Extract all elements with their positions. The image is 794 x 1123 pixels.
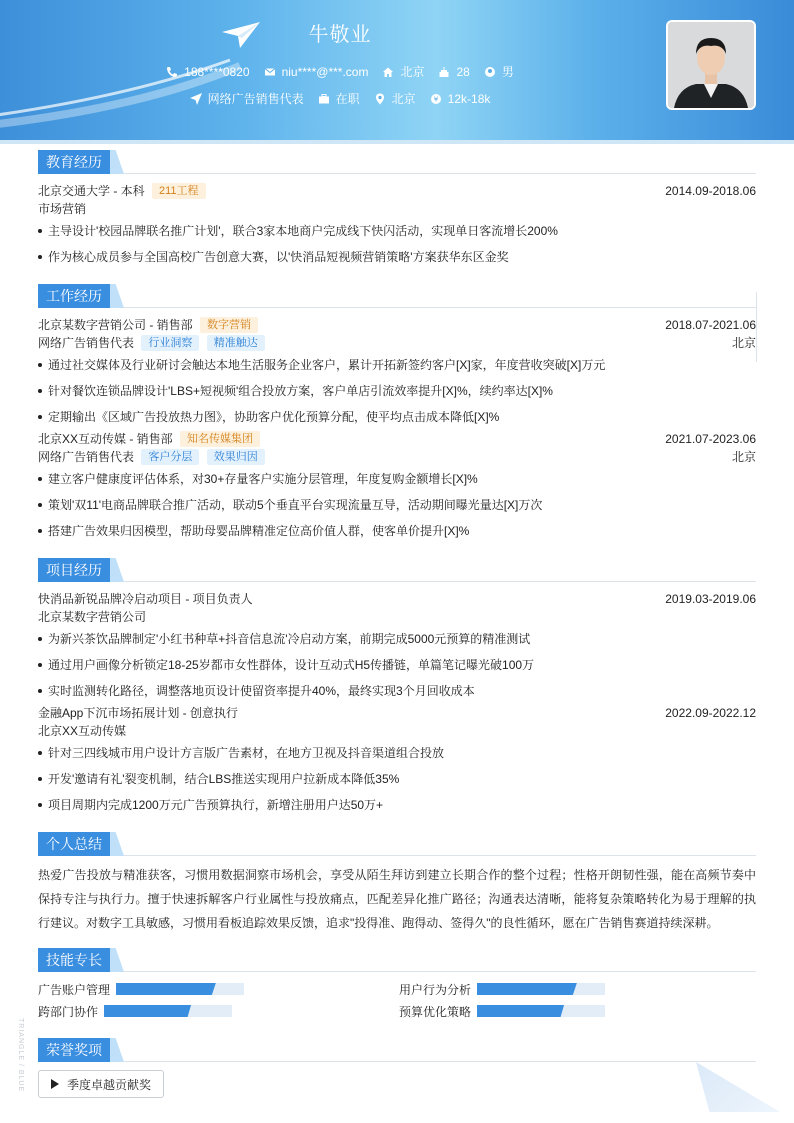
candidate-name: 牛敬业 [308,24,372,46]
section-title: 教育经历 [38,150,110,174]
skill-name: 跨部门协作 [38,1004,99,1019]
home-icon [382,66,394,78]
major: 市场营销 [38,202,87,216]
avatar-portrait [668,22,754,108]
list-item: 项目周期内完成1200万元广告预算执行，新增注册用户达50万+ [38,792,756,818]
project-name-role: 金融App下沉市场拓展计划 - 创意执行 [38,706,239,720]
salary-item [430,90,491,107]
job-city: 北京 [731,450,756,464]
title-tail-decoration [110,1038,124,1062]
skill-name: 用户行为分析 [399,982,472,997]
age: 28 [456,64,470,79]
phone-item [166,63,249,80]
svg-text:¥: ¥ [433,95,438,104]
job-entry-header [38,430,756,448]
gender-icon [484,66,496,78]
job-intention-row [0,90,680,107]
divider [756,292,757,362]
email-item [264,63,369,80]
section-title: 荣誉奖项 [38,1038,110,1062]
skill-level-fill [116,983,216,995]
list-item: 开发'邀请有礼'裂变机制，结合LBS推送实现用户拉新成本降低35% [38,766,756,792]
title-tail-decoration [110,948,124,972]
skill-item [399,1002,605,1020]
projects-section-header [38,558,756,582]
email-address: niu****@***.com [281,64,369,79]
target-position: 网络广告销售代表 [207,92,304,106]
school-degree: 北京交通大学 - 本科 [38,184,145,198]
job-role-row [38,334,756,352]
awards-section [38,1038,756,1098]
title-tail-decoration [110,832,124,856]
list-item: 搭建广告效果归因模型，帮助母婴品牌精准定位高价值人群，使客单价提升[X]% [38,518,756,544]
company-department: 北京XX互动传媒 - 销售部 [38,432,173,446]
skill-tag: 行业洞察 [141,335,199,351]
list-item: 实时监测转化路径，调整落地页设计使留资率提升40%，最终实现3个月回收成本 [38,678,756,704]
cake-icon [438,66,450,78]
skill-level-bar [477,1005,605,1017]
job-city: 北京 [731,336,756,350]
list-item: 针对餐饮连锁品牌设计'LBS+短视频'组合投放方案，客户单店引流效率提升[X]%，续约率达[X]% [38,378,756,404]
summary-section [38,832,756,935]
play-triangle-icon [51,1079,59,1089]
city: 北京 [400,65,425,79]
section-title: 个人总结 [38,832,110,856]
award-name: 季度卓越贡献奖 [67,1077,152,1092]
skill-item [399,980,605,998]
list-item: 定期输出《区域广告投放热力图》，协助客户优化预算分配，使平均点击成本降低[X]% [38,404,756,430]
phone-icon [166,66,178,78]
skills-section-header [38,948,756,972]
job-date: 2018.07-2021.06 [665,318,756,332]
award-badge [38,1070,164,1098]
company-department: 北京某数字营销公司 - 销售部 [38,318,193,332]
money-icon [430,93,442,105]
project-name-role: 快消品新锐品牌冷启动项目 - 项目负责人 [38,592,253,606]
email-icon [264,66,276,78]
city-item [382,63,424,80]
skills-section [38,948,756,1028]
list-item: 针对三四线城市用户设计方言版广告素材，在地方卫视及抖音渠道组合投放 [38,740,756,766]
section-title: 工作经历 [38,284,110,308]
job-status: 在职 [335,92,360,106]
project-org: 北京某数字营销公司 [38,610,147,624]
send-icon [190,93,202,105]
watermark-text: TRIANGLE / BLUE [17,1018,24,1093]
position-item [190,90,304,107]
contact-info-row [0,63,680,80]
status-item [318,90,360,107]
list-item: 通过用户画像分析锁定18-25岁都市女性群体，设计互动式H5传播链，单篇笔记曝光破100万 [38,652,756,678]
skill-level-fill [104,1005,191,1017]
list-item: 建立客户健康度评估体系，对30+存量客户实施分层管理，年度复购金额增长[X]% [38,466,756,492]
skill-level-fill [477,1005,564,1017]
location-pin-icon [374,93,386,105]
project-date: 2022.09-2022.12 [665,706,756,720]
skill-item [38,980,244,998]
projects-section [38,558,756,818]
skill-tag: 客户分层 [141,449,199,465]
job-date: 2021.07-2023.06 [665,432,756,446]
job-role: 网络广告销售代表 [38,450,135,464]
skill-level-bar [104,1005,232,1017]
education-date: 2014.09-2018.06 [665,184,756,198]
education-section-header [38,150,756,174]
company-badge: 知名传媒集团 [180,431,260,447]
summary-section-header [38,832,756,856]
skill-level-bar [116,983,244,995]
skill-level-bar [477,983,605,995]
summary-text: 热爱广告投放与精准获客，习惯用数据洞察市场机会，享受从陌生拜访到建立长期合作的整个过程；性格开朗韧性强，能在高频节奏中保持专注与执行力。擅于快速拆解客户行业属性与投放痛点，匹配差异化推广路径；沟通表达清晰，能将复杂策略转化为易于理解的执行建议。对数字工具敏感，习惯用看板追踪效果反馈，追求"投得准、跑得动、签得久"的良性循环，愿在广告销售赛道持续深耕。 [38,868,756,930]
skill-item [38,1002,232,1020]
work-city: 北京 [391,92,416,106]
skill-tag: 精准触达 [207,335,265,351]
project-date: 2019.03-2019.06 [665,592,756,606]
list-item: 作为核心成员参与全国高校广告创意大赛，以'快消品短视频营销策略'方案获华东区金奖 [38,244,756,270]
awards-section-header [38,1038,756,1062]
header-underline [0,140,794,144]
list-item: 策划'双11'电商品牌联合推广活动，联动5个垂直平台实现流量互导，活动期间曝光量达[X]万次 [38,492,756,518]
list-item: 为新兴茶饮品牌制定'小红书种草+抖音信息流'冷启动方案，前期完成5000元预算的精准测试 [38,626,756,652]
company-badge: 数字营销 [200,317,258,333]
work-section-header [38,284,756,308]
project-entry-header [38,704,756,722]
education-entry-header [38,182,756,200]
school-badge: 211工程 [152,183,206,199]
education-section [38,150,756,270]
job-role-row [38,448,756,466]
project-org: 北京XX互动传媒 [38,724,127,738]
section-title: 项目经历 [38,558,110,582]
age-item [438,63,469,80]
skill-tag: 效果归因 [207,449,265,465]
gender: 男 [501,65,514,79]
briefcase-icon [318,93,330,105]
title-tail-decoration [110,558,124,582]
profile-photo [666,20,756,110]
project-entry-header [38,590,756,608]
job-role: 网络广告销售代表 [38,336,135,350]
title-tail-decoration [110,150,124,174]
work-section [38,284,756,544]
skill-name: 广告账户管理 [38,982,111,997]
gender-item [484,63,514,80]
work-city-item [374,90,416,107]
section-title: 技能专长 [38,948,110,972]
skill-name: 预算优化策略 [399,1004,472,1019]
expected-salary: 12k-18k [447,91,491,106]
skill-level-fill [477,983,577,995]
title-tail-decoration [110,284,124,308]
list-item: 通过社交媒体及行业研讨会触达本地生活服务企业客户，累计开拓新签约客户[X]家，年度营收突破[X]万元 [38,352,756,378]
paper-plane-swoosh-decoration [0,40,280,130]
job-entry-header [38,316,756,334]
phone-number: 188****0820 [184,64,250,79]
list-item: 主导设计'校园品牌联名推广计划'，联合3家本地商户完成线下快闪活动，实现单日客流增长200% [38,218,756,244]
